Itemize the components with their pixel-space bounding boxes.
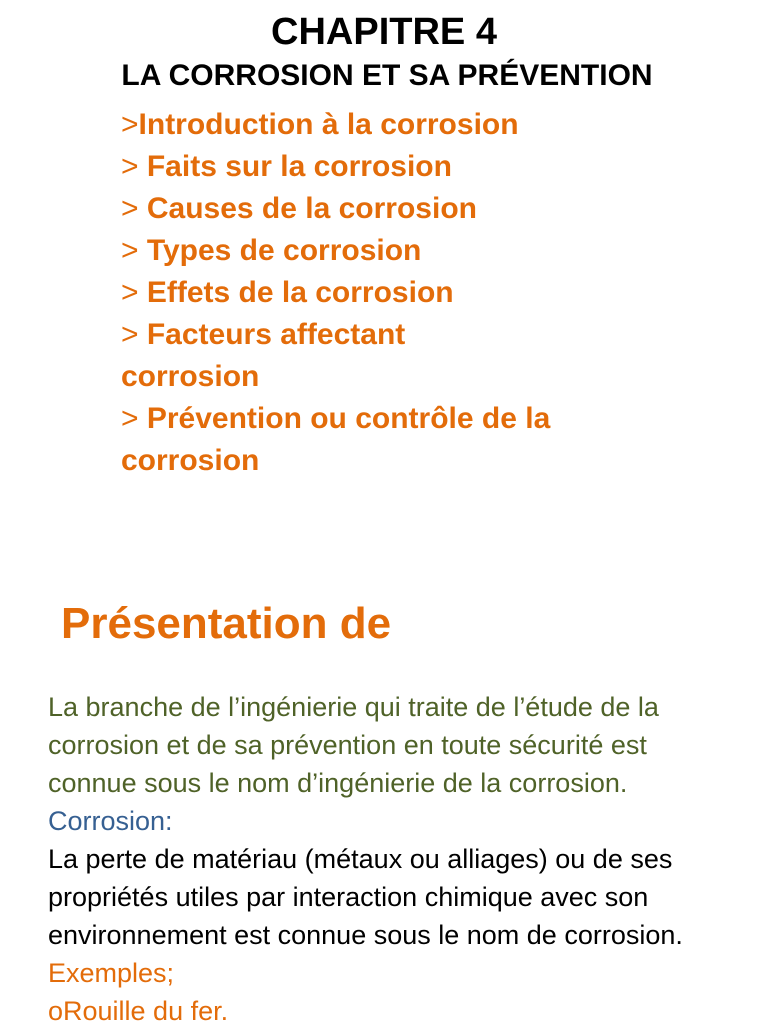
toc-marker: > <box>121 192 147 225</box>
toc-label: Facteurs affectant corrosion <box>121 318 406 393</box>
section-title: Présentation de <box>61 599 392 648</box>
toc-marker: > <box>121 318 147 351</box>
toc-item-causes <box>121 188 681 230</box>
toc-marker: > <box>121 234 147 267</box>
toc-label: Faits sur la corrosion <box>146 150 452 183</box>
chapter-title: CHAPITRE 4 <box>271 11 497 53</box>
examples-label: Exemples; <box>48 958 175 988</box>
toc-label: Causes de la corrosion <box>146 192 477 225</box>
toc-label: Introduction à la corrosion <box>138 108 519 141</box>
corrosion-term: Corrosion: <box>48 806 173 836</box>
corrosion-definition <box>48 840 738 992</box>
table-of-contents <box>121 104 681 482</box>
toc-label: Prévention ou contrôle de la corrosion <box>121 402 551 477</box>
toc-item-prevention <box>121 398 621 482</box>
toc-marker: > <box>121 150 147 183</box>
toc-label: Effets de la corrosion <box>146 276 454 309</box>
toc-label: Types de corrosion <box>146 234 422 267</box>
toc-item-effets <box>121 272 681 314</box>
toc-marker: > <box>121 402 147 435</box>
section-body <box>48 688 738 1030</box>
toc-marker: > <box>121 108 139 141</box>
toc-item-facteurs <box>121 314 451 398</box>
chapter-subtitle: LA CORROSION ET SA PRÉVENTION <box>121 59 653 92</box>
example-item: oRouille du fer. <box>48 996 229 1026</box>
toc-item-introduction <box>121 104 681 146</box>
definition-text: La perte de matériau (métaux ou alliages) ou de ses propriétés utiles par interaction chimique avec son environnement est connue sous le nom de corrosion. <box>48 844 683 950</box>
toc-item-faits <box>121 146 681 188</box>
intro-paragraph: La branche de l’ingénierie qui traite de l’étude de la corrosion et de sa prévention en toute sécurité est connue sous le nom d’ingénierie de la corrosion. <box>48 692 659 798</box>
toc-marker: > <box>121 276 147 309</box>
toc-item-types <box>121 230 681 272</box>
